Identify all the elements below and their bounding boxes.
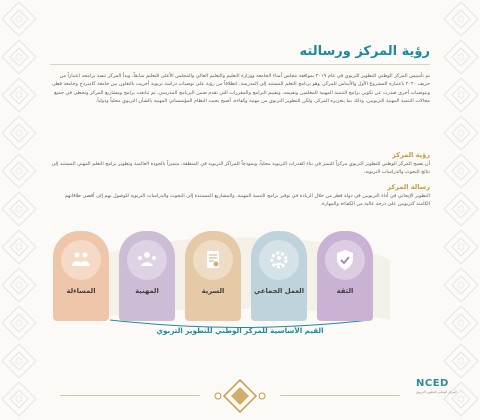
values-caption: القيم الأساسية للمركز الوطني للتطوير التربوي xyxy=(156,326,324,335)
value-card-teamwork xyxy=(251,231,307,321)
footer-divider-right xyxy=(280,395,400,396)
value-icon-circle xyxy=(127,240,167,280)
value-card-trust xyxy=(317,231,373,321)
shield-check-icon xyxy=(333,248,357,272)
mission-paragraph: التطوير الإيجابي في أداء التربويين في دولة قطر من خلال الريادة في توفير برامج التنمية المهنية، والمشاريع المستندة إلى البحوث والدراسات التربوية للوصول بهم إلى أقصى طاقاتهم الكامنة كتربويين على درجة عالية من الكفاءة والمهارة. xyxy=(64,193,430,208)
vision-paragraph: أن يصبح المركز الوطني للتطوير التربوي مركزاً للتميز في بناء القدرات التربوية محلياً، ونموذجاً للمراكز التربوية في المنطقة، متميزاً بالجودة العالمية وتطوير برامج التعلم المهني المستند إلى نتائج البحوث والدراسات التربوية. xyxy=(51,161,430,176)
title-divider xyxy=(50,64,430,65)
footer-divider-left xyxy=(60,395,200,396)
value-icon-circle xyxy=(259,240,299,280)
value-label: الثقة xyxy=(336,287,354,295)
page-title: رؤية المركز ورسالته xyxy=(299,44,430,59)
value-card-professionalism xyxy=(119,231,175,321)
ornament-icon xyxy=(210,378,270,414)
intro-paragraph: تم تأسيس المركز الوطني للتطوير التربوي في عام ٢٠١٩ بموافقة مجلس أمناء الجامعة ووزارة التعليم والتعليم العالي والمجلس الأعلى للتعليم سابقاً، وبدأ المركز تنفيذ برامجه اعتباراً من خريف ٢٠٢٠ باعتباره المشروع الأول والأساس للمركز، وهو برنامج التعلم المستند إلى المدرسة، انطلاقاً من رؤية على توصيات دراسة تربوية أجريت بالتعاون بين جامعة كامبردج وجامعة قطر، وبتوصيات أخرى صدرت عن تكوين برامج التنمية المهنية للمعلمين وتقييمه، وتقييم البرامج والمقررات التي تقدم ضمن البرنامج المدرسي، ثم تتابعت برامج ومشاريع المركز وتخطى في جميع مجالات التنمية المهنية التربويين، وذلك بما يتعزيزه المركز، ولكن للتطوير التربوي من مهنية وكفاءة، أصبح بحيث النظام المؤسساتي المهنية بالشأن التربوي محلياً ودولياً. xyxy=(51,73,430,105)
value-label: المهنية xyxy=(135,287,159,295)
value-icon-circle xyxy=(325,240,365,280)
nced-logo xyxy=(416,378,457,394)
value-card-accountability xyxy=(53,231,109,321)
logo-mark: NCED xyxy=(416,378,449,389)
value-label: العمل الجماعي xyxy=(253,287,305,295)
vision-heading: رؤية المركز xyxy=(392,151,430,159)
value-label: السرية xyxy=(201,287,225,295)
logo-subtext: المركز الوطني للتطوير التربوي xyxy=(416,390,457,394)
value-icon-circle xyxy=(193,240,233,280)
left-geometric-pattern xyxy=(0,0,38,420)
value-label: المساءلة xyxy=(66,287,96,295)
value-card-confidentiality xyxy=(185,231,241,321)
value-icon-circle xyxy=(61,240,101,280)
professional-people-icon xyxy=(135,248,159,272)
accountability-handshake-icon xyxy=(69,248,93,272)
mission-heading: رسالة المركز xyxy=(387,183,430,191)
right-geometric-pattern xyxy=(442,0,480,420)
teamwork-gears-icon xyxy=(267,248,291,272)
confidential-document-icon xyxy=(201,248,225,272)
